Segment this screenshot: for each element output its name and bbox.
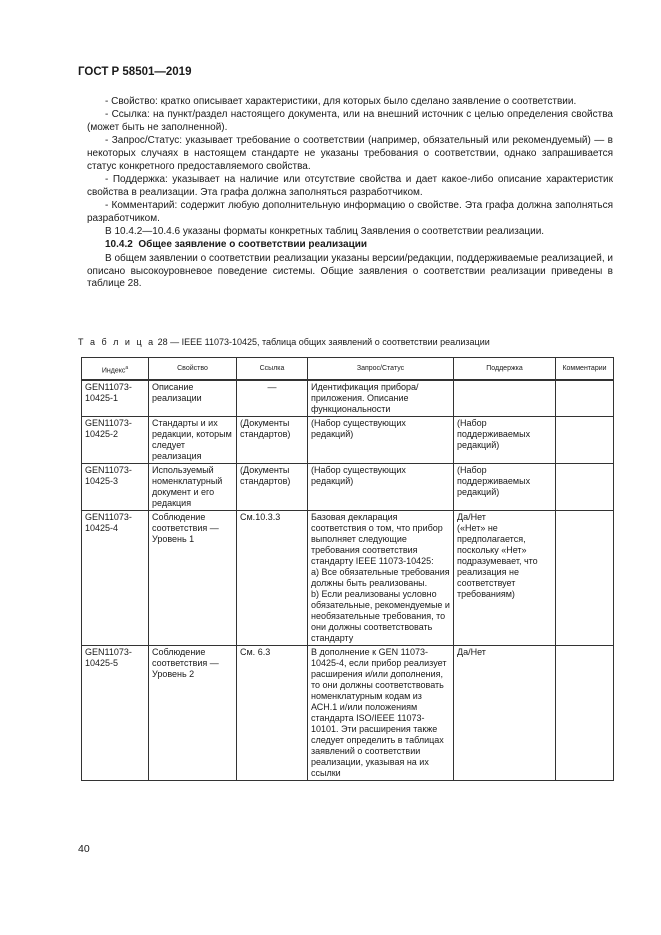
cell-support (454, 380, 556, 417)
table-body (82, 380, 614, 781)
paragraph-support: - Поддержка: указывает на наличие или отсутствие свойства и дает какое-либо описание характеристик свойства в реализации. Эта графа должна заполняться разработчиком. (87, 173, 613, 198)
table-caption (78, 337, 490, 347)
cell-property: Соблюдение соответствия — Уровень 2 (149, 646, 237, 781)
cell-reference: См.10.3.3 (237, 511, 308, 646)
cell-reference: — (237, 380, 308, 417)
cell-reference: См. 6.3 (237, 646, 308, 781)
paragraph-property: - Свойство: кратко описывает характеристики, для которых было сделано заявление о соответствии. (105, 96, 577, 107)
cell-index: GEN11073-10425-5 (82, 646, 149, 781)
page-number: 40 (78, 843, 90, 855)
table-header-row (82, 358, 614, 381)
table-row (82, 417, 614, 464)
cell-property: Используемый номенклатурный документ и его редакция (149, 464, 237, 511)
cell-reference: (Документы стандартов) (237, 417, 308, 464)
cell-request: В дополнение к GEN 11073-10425-4, если прибор реализует расширения и/или дополнения, то они должны соответствовать номенклатурным кодам из АСН.1 и/или положениям стандарта ISO/IEEE 11073-10101. Эти расширения также следует определить в таблицах заявлений о соответствии реализации, указывая на их ссылки (308, 646, 454, 781)
body-text (87, 96, 613, 291)
cell-support: (Набор поддерживаемых редакций) (454, 417, 556, 464)
cell-comment (556, 646, 614, 781)
header-reference: Ссылка (237, 358, 308, 381)
cell-comment (556, 417, 614, 464)
cell-index: GEN11073-10425-2 (82, 417, 149, 464)
section-title: Общее заявление о соответствии реализации (138, 239, 368, 251)
cell-index: GEN11073-10425-3 (82, 464, 149, 511)
header-support: Поддержка (454, 358, 556, 381)
cell-request: (Набор существующих редакций) (308, 417, 454, 464)
conformance-table (81, 357, 614, 781)
cell-support: Да/Нет («Нет» не предполагается, поскольку «Нет» подразумевает, что реализация не соответствует требованиям) (454, 511, 556, 646)
header-request-status: Запрос/Статус (308, 358, 454, 381)
table-row (82, 380, 614, 417)
cell-support: (Набор поддерживаемых редакций) (454, 464, 556, 511)
header-comments: Комментарии (556, 358, 614, 381)
table-caption-text: 28 — IEEE 11073-10425, таблица общих заявлений о соответствии реализации (157, 337, 490, 347)
paragraph-formats: В 10.4.2—10.4.6 указаны форматы конкретных таблиц Заявления о соответствии реализации. (105, 225, 545, 237)
cell-request: Идентификация прибора/приложения. Описание функциональности (308, 380, 454, 417)
cell-support: Да/Нет (454, 646, 556, 781)
section-paragraph: В общем заявлении о соответствии реализации указаны версии/редакции, поддерживаемые реализацией, и описано высокоуровневое поведение системы. Общие заявления о соответствии реализации приведены в таблице 28. (87, 252, 613, 290)
cell-index: GEN11073-10425-1 (82, 380, 149, 417)
table-row (82, 464, 614, 511)
cell-reference: (Документы стандартов) (237, 464, 308, 511)
cell-index: GEN11073-10425-4 (82, 511, 149, 646)
cell-request: (Набор существующих редакций) (308, 464, 454, 511)
cell-property: Описание реализации (149, 380, 237, 417)
paragraph-request-status: - Запрос/Статус: указывает требование о соответствии (например, обязательный или рекомендуемый) — в некоторых случаях в настоящем стандарте не указаны требования о соответствии, однако запрашивается статус конкретного предоставляемого свойства. (87, 135, 613, 172)
paragraph-comment: - Комментарий: содержит любую дополнительную информацию о свойстве. Эта графа должна заполняться разработчиком. (87, 199, 613, 224)
document-header: ГОСТ Р 58501—2019 (78, 66, 192, 78)
table-row (82, 646, 614, 781)
section-heading (87, 239, 613, 252)
paragraph-reference: - Ссылка: на пункт/раздел настоящего документа, или на внешний источник с целью определения свойства (может быть не заполненной). (87, 109, 613, 133)
index-footnote-marker: a (125, 365, 129, 371)
cell-comment (556, 511, 614, 646)
cell-request: Базовая декларация соответствия о том, что прибор выполняет следующие требования соответствия стандарту IEEE 11073-10425: а) Все обязательные требования должны быть реализованы. b) Если реализованы условно обязательные, рекомендуемые и необязательные требования, то они должны соответствовать стандарту (308, 511, 454, 646)
header-index: Индекс$^a$ (82, 358, 149, 381)
cell-comment (556, 464, 614, 511)
cell-comment (556, 380, 614, 417)
cell-property: Стандарты и их редакции, которым следует реализация (149, 417, 237, 464)
table-caption-label: Т а б л и ц а (78, 337, 156, 347)
header-property: Свойство (149, 358, 237, 381)
section-number: 10.4.2 (105, 239, 133, 251)
cell-property: Соблюдение соответствия — Уровень 1 (149, 511, 237, 646)
table-row (82, 511, 614, 646)
